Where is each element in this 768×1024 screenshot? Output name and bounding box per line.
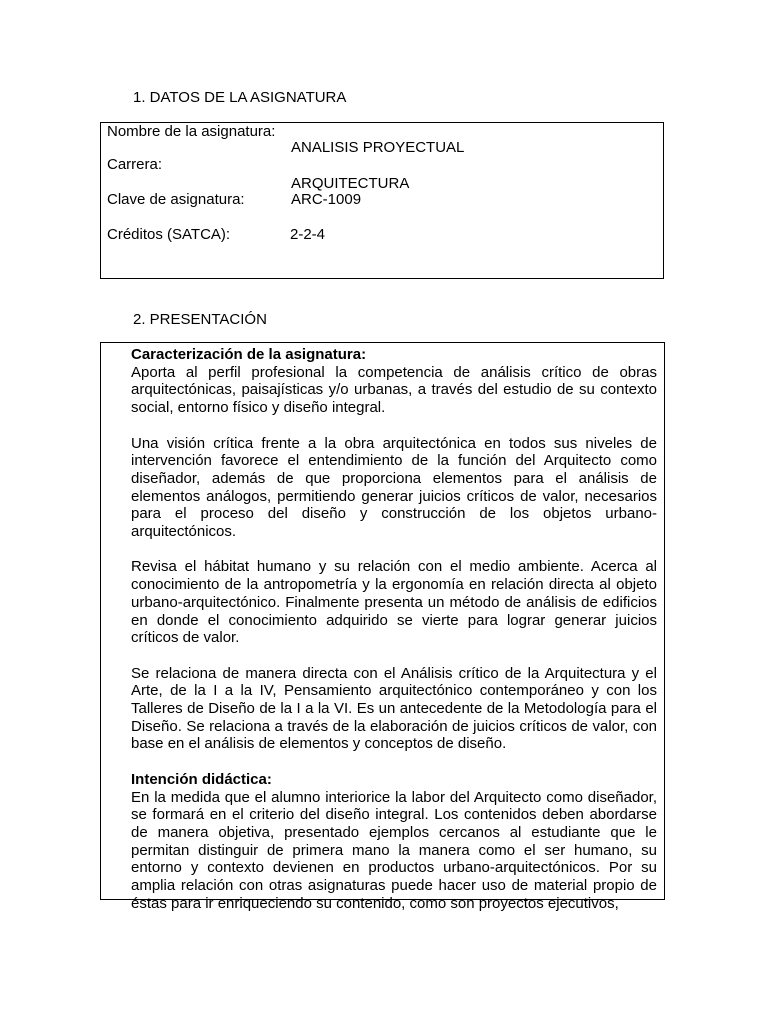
clave-value: ARC-1009	[291, 191, 362, 208]
carrera-label: Carrera:	[107, 156, 163, 173]
section-heading-datos: 1. DATOS DE LA ASIGNATURA	[133, 89, 347, 106]
carrera-value: ARQUITECTURA	[291, 175, 410, 192]
paragraph-4: Se relaciona de manera directa con el Análisis crítico de la Arquitectura y el Arte, de la I a la IV, Pensamiento arquitectónico contemporáneo y con los Talleres de Diseño de la I a la VI. Es un antecedente de la Metodología para el Diseño. Se relaciona a través de la elaboración de juicios críticos de valor, con base en el análisis de elementos y conceptos de diseño.	[131, 664, 657, 753]
nombre-label: Nombre de la asignatura:	[107, 123, 276, 140]
presentacion-box	[100, 342, 665, 912]
intencion-title: Intención didáctica:	[131, 770, 272, 788]
creditos-label: Créditos (SATCA):	[107, 226, 231, 243]
presentacion-content	[131, 346, 657, 912]
caracterizacion-title: Caracterización de la asignatura:	[131, 346, 367, 363]
nombre-value: ANALISIS PROYECTUAL	[291, 139, 465, 156]
section-heading-presentacion: 2. PRESENTACIÓN	[133, 311, 267, 328]
paragraph-3: Revisa el hábitat humano y su relación con el medio ambiente. Acerca al conocimiento de la antropometría y la ergonomía en relación directa al objeto urbano-arquitectónico. Finalmente presenta un método de análisis de edificios en donde el conocimiento adquirido se vierte para lograr generar juicios críticos de valor.	[131, 558, 657, 647]
paragraph-1: Aporta al perfil profesional la competencia de análisis crítico de obras arquitectónicas, paisajísticas y/o urbanas, a través del estudio de su contexto social, entorno físico y diseño integral.	[131, 363, 657, 417]
clave-label: Clave de asignatura:	[107, 191, 245, 208]
paragraph-2: Una visión crítica frente a la obra arquitectónica en todos sus niveles de intervención favorece el entendimiento de la función del Arquitecto como diseñador, además de que proporciona elementos para el análisis de elementos análogos, permitiendo generar juicios críticos de valor, necesarios para el proceso del diseño y construcción de los objetos urbano-arquitectónicos.	[131, 434, 657, 541]
creditos-value: 2-2-4	[290, 226, 326, 243]
datos-asignatura-box	[100, 122, 664, 279]
intencion-paragraph: En la medida que el alumno interiorice la labor del Arquitecto como diseñador, se formará en el criterio del diseño integral. Los contenidos deben abordarse de manera objetiva, presentado ejemplos cercanos al estudiante que le permitan distinguir de primera mano la manera como el ser humano, su entorno y contexto devienen en productos urbano-arquitectónicos. Por su amplia relación con otras asignaturas puede hacer uso de material propio de éstas para ir enriqueciendo su contenido, como son proyectos ejecutivos,	[131, 788, 657, 912]
